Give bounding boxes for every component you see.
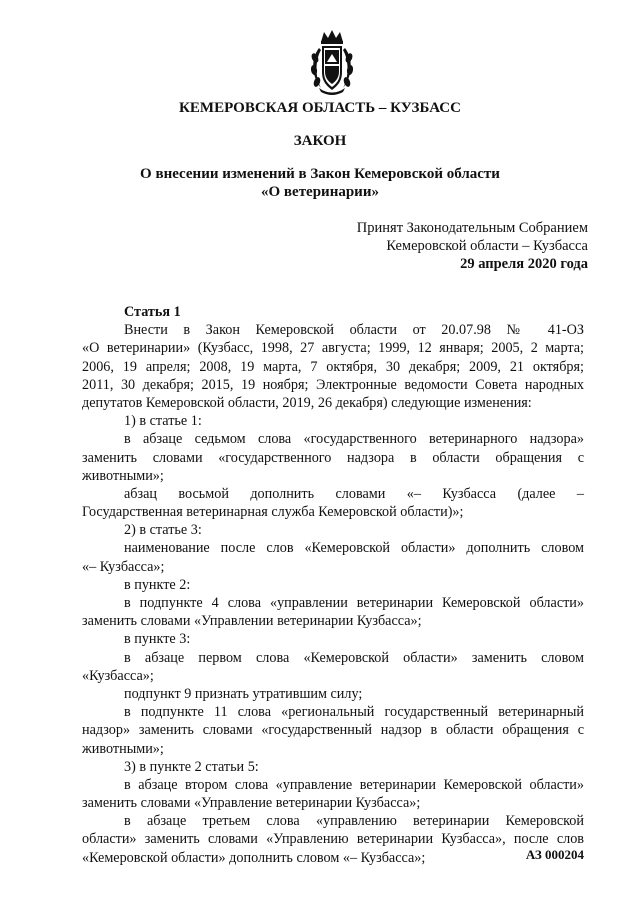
body-line: 2006, 19 апреля; 2008, 19 марта, 7 октября, 30 декабря; 2009, 21 октября; bbox=[82, 358, 584, 375]
body-line: заменить словами «Управление ветеринарии Кузбасса»; bbox=[82, 795, 421, 812]
body-line: 3) в пункте 2 статьи 5: bbox=[124, 758, 259, 775]
body-line: «Кузбасса»; bbox=[82, 667, 154, 684]
body-line: Внести в Закон Кемеровской области от 20.07.98 № 41-ОЗ bbox=[124, 322, 584, 339]
body-line: «О ветеринарии» (Кузбасс, 1998, 27 августа; 1999, 12 января; 2005, 2 марта; bbox=[82, 340, 584, 357]
body-line: «– Кузбасса»; bbox=[82, 558, 165, 575]
body-line: Государственная ветеринарная служба Кемеровской области)»; bbox=[82, 504, 464, 521]
body-line: депутатов Кемеровской области, 2019, 26 декабря) следующие изменения: bbox=[82, 394, 532, 411]
body-line: надзор» заменить словами «государственный надзор в области обращения с bbox=[82, 722, 584, 739]
body-line: абзац восьмой дополнить словами «– Кузбасса (далее – bbox=[124, 485, 584, 502]
body-line: в абзаце седьмом слова «государственного ветеринарного надзора» bbox=[124, 431, 584, 448]
body-line: заменить словами «Управлении ветеринарии Кузбасса»; bbox=[82, 613, 422, 630]
body-line: 2011, 30 декабря; 2015, 19 ноября; Электронные ведомости Совета народных bbox=[82, 376, 584, 393]
coat-of-arms-emblem bbox=[307, 28, 357, 96]
serial-number: АЗ 000204 bbox=[525, 847, 584, 862]
adoption-line-1: Принят Законодательным Собранием bbox=[356, 220, 588, 236]
body-line: подпункт 9 признать утратившим силу; bbox=[124, 685, 363, 702]
body-line: животными»; bbox=[82, 467, 164, 484]
law-title-line-2: «О ветеринарии» bbox=[261, 184, 379, 200]
body-line: животными»; bbox=[82, 740, 164, 757]
law-title-line-1: О внесении изменений в Закон Кемеровской области bbox=[140, 166, 500, 182]
body-line: 1) в статье 1: bbox=[124, 413, 202, 430]
body-line: области» заменить словами «Управлению ветеринарии Кузбасса», после слов bbox=[82, 831, 584, 848]
body-line: «Кемеровской области» дополнить словом «– Кузбасса»; bbox=[82, 849, 426, 866]
body-line: в подпункте 11 слова «региональный государственный ветеринарный bbox=[124, 704, 584, 721]
article-heading: Статья 1 bbox=[124, 304, 181, 320]
document-type: ЗАКОН bbox=[293, 133, 347, 149]
article-body bbox=[82, 303, 584, 867]
body-line: заменить словами «государственного надзора в области обращения с bbox=[82, 449, 584, 466]
region-name: КЕМЕРОВСКАЯ ОБЛАСТЬ – КУЗБАСС bbox=[179, 100, 461, 116]
adoption-line-2: Кемеровской области – Кузбасса bbox=[386, 238, 588, 254]
body-line: в абзаце втором слова «управление ветеринарии Кемеровской области» bbox=[124, 776, 584, 793]
body-line: в подпункте 4 слова «управлении ветеринарии Кемеровской области» bbox=[124, 595, 584, 611]
body-line: наименование после слов «Кемеровской области» дополнить словом bbox=[124, 540, 584, 557]
adoption-date: 29 апреля 2020 года bbox=[460, 256, 588, 272]
body-line: в пункте 3: bbox=[124, 631, 191, 648]
body-line: в абзаце первом слова «Кемеровской области» заменить словом bbox=[124, 649, 584, 666]
body-line: в пункте 2: bbox=[124, 576, 191, 593]
body-line: 2) в статье 3: bbox=[124, 522, 202, 539]
body-line: в абзаце третьем слова «управлению ветеринарии Кемеровской bbox=[124, 813, 584, 830]
